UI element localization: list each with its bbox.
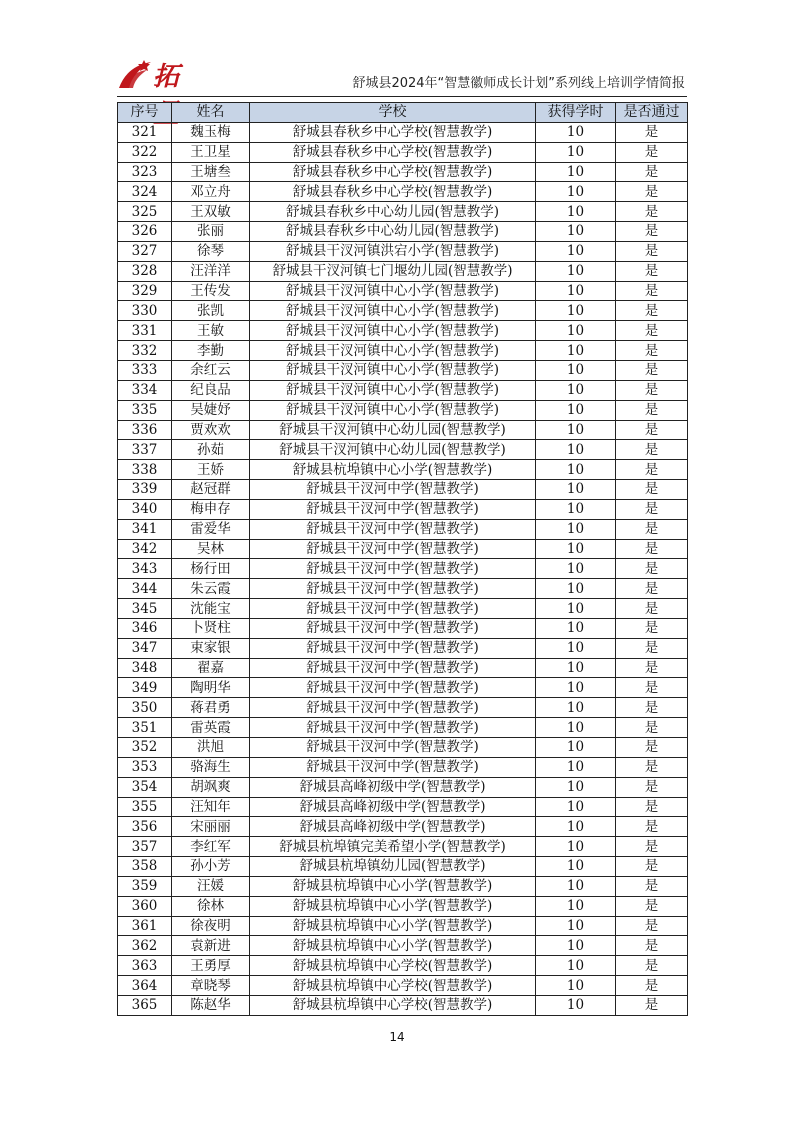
cell-hours: 10 xyxy=(536,678,616,698)
cell-index: 323 xyxy=(118,162,172,182)
cell-hours: 10 xyxy=(536,916,616,936)
cell-hours: 10 xyxy=(536,400,616,420)
cell-school: 舒城县杭埠镇中心学校(智慧教学) xyxy=(250,956,536,976)
table-row xyxy=(118,599,688,619)
table-row xyxy=(118,420,688,440)
cell-passed: 是 xyxy=(616,539,688,559)
cell-passed: 是 xyxy=(616,261,688,281)
cell-hours: 10 xyxy=(536,797,616,817)
cell-passed: 是 xyxy=(616,738,688,758)
cell-index: 346 xyxy=(118,618,172,638)
table-row xyxy=(118,698,688,718)
cell-school: 舒城县杭埠镇中心小学(智慧教学) xyxy=(250,916,536,936)
cell-name: 陈赵华 xyxy=(172,995,250,1015)
table-row xyxy=(118,579,688,599)
cell-passed: 是 xyxy=(616,122,688,142)
table-body xyxy=(118,122,688,1015)
cell-passed: 是 xyxy=(616,638,688,658)
cell-hours: 10 xyxy=(536,658,616,678)
table-row xyxy=(118,182,688,202)
cell-index: 342 xyxy=(118,539,172,559)
brand-logo xyxy=(117,58,199,92)
table-row xyxy=(118,956,688,976)
cell-hours: 10 xyxy=(536,777,616,797)
table-row xyxy=(118,341,688,361)
cell-index: 327 xyxy=(118,241,172,261)
table-row xyxy=(118,202,688,222)
cell-name: 宋丽丽 xyxy=(172,817,250,837)
cell-school: 舒城县干汊河镇中心小学(智慧教学) xyxy=(250,380,536,400)
cell-index: 325 xyxy=(118,202,172,222)
cell-school: 舒城县干汊河镇中心小学(智慧教学) xyxy=(250,400,536,420)
table-row xyxy=(118,380,688,400)
cell-index: 353 xyxy=(118,757,172,777)
cell-hours: 10 xyxy=(536,202,616,222)
cell-school: 舒城县干汊河镇中心小学(智慧教学) xyxy=(250,301,536,321)
table-row xyxy=(118,499,688,519)
cell-school: 舒城县干汊河镇中心小学(智慧教学) xyxy=(250,360,536,380)
cell-school: 舒城县杭埠镇中心学校(智慧教学) xyxy=(250,976,536,996)
cell-index: 321 xyxy=(118,122,172,142)
cell-index: 349 xyxy=(118,678,172,698)
cell-passed: 是 xyxy=(616,718,688,738)
cell-passed: 是 xyxy=(616,817,688,837)
cell-hours: 10 xyxy=(536,559,616,579)
cell-school: 舒城县干汊河中学(智慧教学) xyxy=(250,599,536,619)
cell-hours: 10 xyxy=(536,638,616,658)
cell-index: 338 xyxy=(118,460,172,480)
cell-school: 舒城县干汊河镇中心小学(智慧教学) xyxy=(250,321,536,341)
column-header-passed: 是否通过 xyxy=(616,103,688,123)
document-title: 舒城县2024年“智慧徽师成长计划”系列线上培训学情简报 xyxy=(352,76,685,91)
cell-index: 350 xyxy=(118,698,172,718)
table-row xyxy=(118,757,688,777)
cell-passed: 是 xyxy=(616,678,688,698)
cell-hours: 10 xyxy=(536,480,616,500)
cell-passed: 是 xyxy=(616,499,688,519)
cell-passed: 是 xyxy=(616,281,688,301)
cell-school: 舒城县春秋乡中心学校(智慧教学) xyxy=(250,122,536,142)
cell-index: 330 xyxy=(118,301,172,321)
cell-passed: 是 xyxy=(616,222,688,242)
table-row xyxy=(118,638,688,658)
cell-passed: 是 xyxy=(616,360,688,380)
table-row xyxy=(118,400,688,420)
cell-hours: 10 xyxy=(536,738,616,758)
cell-passed: 是 xyxy=(616,618,688,638)
cell-passed: 是 xyxy=(616,142,688,162)
cell-hours: 10 xyxy=(536,936,616,956)
cell-hours: 10 xyxy=(536,321,616,341)
cell-passed: 是 xyxy=(616,241,688,261)
table-row xyxy=(118,122,688,142)
cell-school: 舒城县干汊河镇七门堰幼儿园(智慧教学) xyxy=(250,261,536,281)
table-row xyxy=(118,678,688,698)
cell-index: 362 xyxy=(118,936,172,956)
cell-name: 王传发 xyxy=(172,281,250,301)
cell-school: 舒城县干汊河中学(智慧教学) xyxy=(250,480,536,500)
cell-hours: 10 xyxy=(536,976,616,996)
cell-passed: 是 xyxy=(616,698,688,718)
cell-hours: 10 xyxy=(536,698,616,718)
cell-index: 334 xyxy=(118,380,172,400)
cell-school: 舒城县干汊河中学(智慧教学) xyxy=(250,539,536,559)
cell-index: 360 xyxy=(118,896,172,916)
cell-name: 杨行田 xyxy=(172,559,250,579)
table-row xyxy=(118,857,688,877)
cell-index: 357 xyxy=(118,837,172,857)
cell-school: 舒城县杭埠镇中心小学(智慧教学) xyxy=(250,896,536,916)
cell-hours: 10 xyxy=(536,420,616,440)
table-header-row xyxy=(118,103,688,123)
cell-name: 张丽 xyxy=(172,222,250,242)
cell-passed: 是 xyxy=(616,896,688,916)
cell-index: 326 xyxy=(118,222,172,242)
cell-index: 332 xyxy=(118,341,172,361)
cell-name: 李勤 xyxy=(172,341,250,361)
table-row xyxy=(118,976,688,996)
cell-passed: 是 xyxy=(616,579,688,599)
cell-school: 舒城县干汊河中学(智慧教学) xyxy=(250,519,536,539)
cell-hours: 10 xyxy=(536,241,616,261)
cell-passed: 是 xyxy=(616,757,688,777)
column-header-hours: 获得学时 xyxy=(536,103,616,123)
cell-index: 352 xyxy=(118,738,172,758)
cell-hours: 10 xyxy=(536,757,616,777)
cell-name: 吴林 xyxy=(172,539,250,559)
cell-passed: 是 xyxy=(616,956,688,976)
cell-name: 陶明华 xyxy=(172,678,250,698)
cell-school: 舒城县杭埠镇中心小学(智慧教学) xyxy=(250,876,536,896)
cell-passed: 是 xyxy=(616,837,688,857)
cell-passed: 是 xyxy=(616,301,688,321)
cell-school: 舒城县高峰初级中学(智慧教学) xyxy=(250,777,536,797)
cell-hours: 10 xyxy=(536,182,616,202)
table-row xyxy=(118,995,688,1015)
cell-school: 舒城县干汊河中学(智慧教学) xyxy=(250,757,536,777)
cell-index: 324 xyxy=(118,182,172,202)
cell-name: 王娇 xyxy=(172,460,250,480)
cell-hours: 10 xyxy=(536,499,616,519)
cell-name: 束家银 xyxy=(172,638,250,658)
cell-school: 舒城县干汊河中学(智慧教学) xyxy=(250,499,536,519)
cell-name: 贾欢欢 xyxy=(172,420,250,440)
cell-index: 336 xyxy=(118,420,172,440)
cell-passed: 是 xyxy=(616,480,688,500)
cell-name: 王双敏 xyxy=(172,202,250,222)
cell-name: 骆海生 xyxy=(172,757,250,777)
cell-passed: 是 xyxy=(616,380,688,400)
cell-hours: 10 xyxy=(536,281,616,301)
cell-passed: 是 xyxy=(616,460,688,480)
cell-school: 舒城县干汊河镇中心小学(智慧教学) xyxy=(250,341,536,361)
table-row xyxy=(118,797,688,817)
cell-hours: 10 xyxy=(536,599,616,619)
cell-index: 328 xyxy=(118,261,172,281)
cell-name: 雷英霞 xyxy=(172,718,250,738)
cell-passed: 是 xyxy=(616,995,688,1015)
cell-school: 舒城县干汊河中学(智慧教学) xyxy=(250,738,536,758)
cell-name: 徐夜明 xyxy=(172,916,250,936)
cell-hours: 10 xyxy=(536,440,616,460)
cell-hours: 10 xyxy=(536,222,616,242)
cell-name: 袁新进 xyxy=(172,936,250,956)
cell-index: 358 xyxy=(118,857,172,877)
table-row xyxy=(118,360,688,380)
logo-text: 拓 xyxy=(153,62,181,92)
column-header-index: 序号 xyxy=(118,103,172,123)
cell-hours: 10 xyxy=(536,956,616,976)
cell-hours: 10 xyxy=(536,618,616,638)
cell-name: 李红军 xyxy=(172,837,250,857)
cell-name: 邓立舟 xyxy=(172,182,250,202)
cell-hours: 10 xyxy=(536,539,616,559)
cell-school: 舒城县杭埠镇中心学校(智慧教学) xyxy=(250,995,536,1015)
cell-index: 356 xyxy=(118,817,172,837)
table-row xyxy=(118,738,688,758)
cell-school: 舒城县高峰初级中学(智慧教学) xyxy=(250,797,536,817)
cell-passed: 是 xyxy=(616,797,688,817)
table-row xyxy=(118,876,688,896)
cell-index: 365 xyxy=(118,995,172,1015)
table-row xyxy=(118,460,688,480)
cell-school: 舒城县干汊河镇中心小学(智慧教学) xyxy=(250,281,536,301)
cell-passed: 是 xyxy=(616,519,688,539)
cell-hours: 10 xyxy=(536,896,616,916)
cell-school: 舒城县春秋乡中心幼儿园(智慧教学) xyxy=(250,202,536,222)
cell-index: 364 xyxy=(118,976,172,996)
cell-passed: 是 xyxy=(616,916,688,936)
cell-passed: 是 xyxy=(616,658,688,678)
cell-name: 张凯 xyxy=(172,301,250,321)
table-row xyxy=(118,480,688,500)
cell-name: 徐林 xyxy=(172,896,250,916)
cell-school: 舒城县干汊河中学(智慧教学) xyxy=(250,698,536,718)
cell-school: 舒城县春秋乡中心学校(智慧教学) xyxy=(250,182,536,202)
cell-index: 351 xyxy=(118,718,172,738)
cell-hours: 10 xyxy=(536,837,616,857)
cell-hours: 10 xyxy=(536,519,616,539)
table-row xyxy=(118,261,688,281)
cell-hours: 10 xyxy=(536,261,616,281)
cell-index: 322 xyxy=(118,142,172,162)
cell-index: 363 xyxy=(118,956,172,976)
cell-passed: 是 xyxy=(616,420,688,440)
table-row xyxy=(118,519,688,539)
cell-hours: 10 xyxy=(536,341,616,361)
cell-name: 蒋君勇 xyxy=(172,698,250,718)
cell-index: 337 xyxy=(118,440,172,460)
cell-hours: 10 xyxy=(536,876,616,896)
cell-name: 王敏 xyxy=(172,321,250,341)
cell-hours: 10 xyxy=(536,122,616,142)
cell-school: 舒城县杭埠镇幼儿园(智慧教学) xyxy=(250,857,536,877)
cell-index: 355 xyxy=(118,797,172,817)
cell-school: 舒城县干汊河中学(智慧教学) xyxy=(250,638,536,658)
cell-index: 344 xyxy=(118,579,172,599)
cell-name: 胡飒爽 xyxy=(172,777,250,797)
cell-passed: 是 xyxy=(616,976,688,996)
cell-index: 348 xyxy=(118,658,172,678)
cell-name: 魏玉梅 xyxy=(172,122,250,142)
cell-name: 翟嘉 xyxy=(172,658,250,678)
cell-index: 329 xyxy=(118,281,172,301)
table-row xyxy=(118,440,688,460)
cell-passed: 是 xyxy=(616,202,688,222)
table-row xyxy=(118,618,688,638)
cell-name: 赵冠群 xyxy=(172,480,250,500)
page-number: 14 xyxy=(389,1030,405,1044)
table-row xyxy=(118,281,688,301)
table-row xyxy=(118,777,688,797)
table-row xyxy=(118,837,688,857)
cell-passed: 是 xyxy=(616,876,688,896)
cell-name: 卜贤柱 xyxy=(172,618,250,638)
cell-name: 孙茹 xyxy=(172,440,250,460)
cell-index: 333 xyxy=(118,360,172,380)
cell-name: 梅申存 xyxy=(172,499,250,519)
training-roster-table xyxy=(117,102,688,1016)
table-row xyxy=(118,559,688,579)
cell-name: 汪洋洋 xyxy=(172,261,250,281)
cell-school: 舒城县高峰初级中学(智慧教学) xyxy=(250,817,536,837)
table-row xyxy=(118,142,688,162)
cell-school: 舒城县杭埠镇中心小学(智慧教学) xyxy=(250,460,536,480)
cell-name: 纪良品 xyxy=(172,380,250,400)
cell-index: 361 xyxy=(118,916,172,936)
cell-index: 354 xyxy=(118,777,172,797)
cell-name: 王勇厚 xyxy=(172,956,250,976)
table-row xyxy=(118,936,688,956)
cell-name: 章晓琴 xyxy=(172,976,250,996)
cell-index: 343 xyxy=(118,559,172,579)
cell-name: 王卫星 xyxy=(172,142,250,162)
cell-index: 359 xyxy=(118,876,172,896)
cell-school: 舒城县干汊河中学(智慧教学) xyxy=(250,718,536,738)
table-row xyxy=(118,539,688,559)
table-row xyxy=(118,301,688,321)
table-row xyxy=(118,321,688,341)
cell-index: 345 xyxy=(118,599,172,619)
logo-swoosh-icon xyxy=(117,58,157,92)
cell-name: 朱云霞 xyxy=(172,579,250,599)
cell-school: 舒城县干汊河中学(智慧教学) xyxy=(250,658,536,678)
table-row xyxy=(118,718,688,738)
cell-name: 王塘叁 xyxy=(172,162,250,182)
cell-index: 339 xyxy=(118,480,172,500)
cell-index: 341 xyxy=(118,519,172,539)
cell-hours: 10 xyxy=(536,162,616,182)
cell-passed: 是 xyxy=(616,440,688,460)
table-row xyxy=(118,162,688,182)
cell-name: 汪知年 xyxy=(172,797,250,817)
cell-passed: 是 xyxy=(616,182,688,202)
table-row xyxy=(118,916,688,936)
table-row xyxy=(118,658,688,678)
cell-school: 舒城县杭埠镇完美希望小学(智慧教学) xyxy=(250,837,536,857)
cell-school: 舒城县干汊河中学(智慧教学) xyxy=(250,678,536,698)
cell-passed: 是 xyxy=(616,857,688,877)
cell-index: 340 xyxy=(118,499,172,519)
cell-school: 舒城县干汊河镇中心幼儿园(智慧教学) xyxy=(250,440,536,460)
cell-name: 洪旭 xyxy=(172,738,250,758)
cell-passed: 是 xyxy=(616,559,688,579)
cell-school: 舒城县干汊河中学(智慧教学) xyxy=(250,579,536,599)
cell-school: 舒城县春秋乡中心学校(智慧教学) xyxy=(250,162,536,182)
page-header xyxy=(117,56,687,97)
table-row xyxy=(118,896,688,916)
cell-name: 雷爱华 xyxy=(172,519,250,539)
table-row xyxy=(118,817,688,837)
cell-name: 吴婕妤 xyxy=(172,400,250,420)
column-header-school: 学校 xyxy=(250,103,536,123)
cell-hours: 10 xyxy=(536,817,616,837)
cell-hours: 10 xyxy=(536,360,616,380)
cell-name: 孙小芳 xyxy=(172,857,250,877)
cell-passed: 是 xyxy=(616,599,688,619)
cell-passed: 是 xyxy=(616,162,688,182)
cell-school: 舒城县春秋乡中心学校(智慧教学) xyxy=(250,142,536,162)
cell-hours: 10 xyxy=(536,718,616,738)
cell-index: 347 xyxy=(118,638,172,658)
cell-hours: 10 xyxy=(536,460,616,480)
cell-hours: 10 xyxy=(536,579,616,599)
cell-school: 舒城县干汊河中学(智慧教学) xyxy=(250,618,536,638)
cell-passed: 是 xyxy=(616,936,688,956)
cell-school: 舒城县干汊河镇洪宕小学(智慧教学) xyxy=(250,241,536,261)
cell-index: 335 xyxy=(118,400,172,420)
cell-index: 331 xyxy=(118,321,172,341)
cell-hours: 10 xyxy=(536,857,616,877)
cell-name: 沈能宝 xyxy=(172,599,250,619)
column-header-name: 姓名 xyxy=(172,103,250,123)
cell-passed: 是 xyxy=(616,777,688,797)
cell-hours: 10 xyxy=(536,995,616,1015)
table-row xyxy=(118,241,688,261)
cell-passed: 是 xyxy=(616,400,688,420)
cell-hours: 10 xyxy=(536,301,616,321)
cell-school: 舒城县干汊河镇中心幼儿园(智慧教学) xyxy=(250,420,536,440)
cell-school: 舒城县干汊河中学(智慧教学) xyxy=(250,559,536,579)
cell-name: 余红云 xyxy=(172,360,250,380)
cell-passed: 是 xyxy=(616,341,688,361)
cell-hours: 10 xyxy=(536,380,616,400)
cell-name: 徐琴 xyxy=(172,241,250,261)
cell-school: 舒城县春秋乡中心幼儿园(智慧教学) xyxy=(250,222,536,242)
table-row xyxy=(118,222,688,242)
cell-hours: 10 xyxy=(536,142,616,162)
cell-name: 汪媛 xyxy=(172,876,250,896)
cell-school: 舒城县杭埠镇中心小学(智慧教学) xyxy=(250,936,536,956)
cell-passed: 是 xyxy=(616,321,688,341)
